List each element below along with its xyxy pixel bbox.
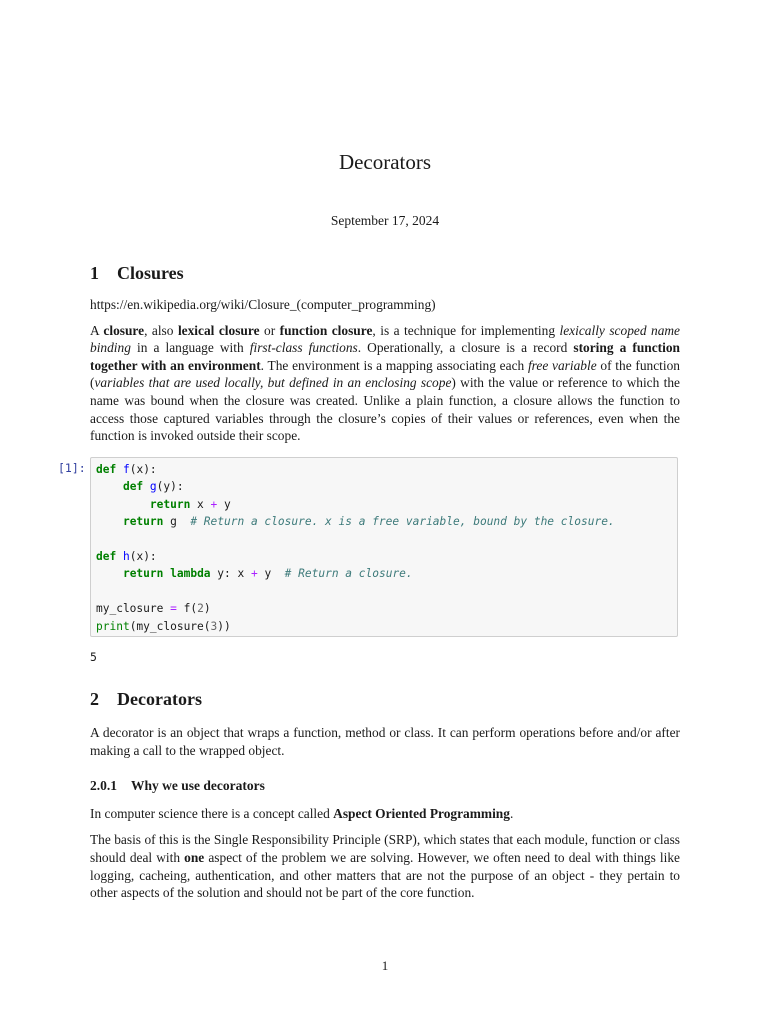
aop-paragraph: In computer science there is a concept called Aspect Oriented Programming. (90, 805, 514, 821)
section-number: 2 (90, 689, 99, 709)
decorator-paragraph: A decorator is an object that wraps a function, method or class. It can perform operations before and/or after making a call to the wrapped object. (90, 725, 680, 758)
section-title: Closures (117, 263, 184, 283)
section-heading (90, 688, 680, 710)
closure-paragraph: A closure, also lexical closure or function closure, is a technique for implementing lexically scoped name binding in a language with first-class functions. Operationally, a closure is a record storing a function together with an environment. The environment is a mapping associating each free variable of the function (variables that are used locally, but defined in an enclosing scope) with the value or reference to which the name was bound when the closure was created. Unlike a plain function, a closure allows the function to access those captured variables through the closure’s copies of their values or references, even when the function is invoked outside their scope. (90, 322, 680, 444)
code-line: def h(x): (96, 549, 157, 563)
document-title: Decorators (338, 150, 432, 174)
code-line: return x + y (149, 497, 231, 511)
cell-output: 5 (90, 650, 97, 664)
code-cell[interactable] (90, 457, 678, 637)
code-line: return lambda y: x + y # Return a closure. (122, 567, 413, 581)
closure-wiki-link[interactable]: https://en.wikipedia.org/wiki/Closure_(computer_programming) (90, 297, 436, 312)
page-number: 1 (381, 958, 389, 973)
document-date: September 17, 2024 (330, 213, 440, 228)
section-number: 1 (90, 263, 99, 283)
section-title: Decorators (117, 689, 202, 709)
code-line (96, 531, 672, 548)
srp-paragraph: The basis of this is the Single Responsibility Principle (SRP), which states that each module, function or class should deal with one aspect of the problem we are solving. However, we often need to deal with things like logging, cacheing, authentication, and other matters that are not the purpose of an object - they pertain to other aspects of the solution and should not be part of the core function. (90, 832, 680, 901)
section-heading (90, 262, 680, 284)
subsection-number: 2.0.1 (90, 778, 117, 794)
code-line: print(my_closure(3)) (96, 619, 231, 633)
code-line: def f(x): (96, 463, 157, 476)
code-line: my_closure = f(2) (96, 602, 211, 616)
section-decorators (90, 688, 680, 902)
section-closures (90, 262, 680, 445)
code-line: return g # Return a closure. x is a free variable, bound by the closure. (122, 515, 615, 529)
subsection-title: Why we use decorators (131, 778, 265, 794)
cell-prompt: [1]: (58, 461, 86, 475)
code-line: def g(y): (122, 480, 184, 494)
code-line (96, 583, 672, 600)
subsection-heading (90, 777, 680, 795)
